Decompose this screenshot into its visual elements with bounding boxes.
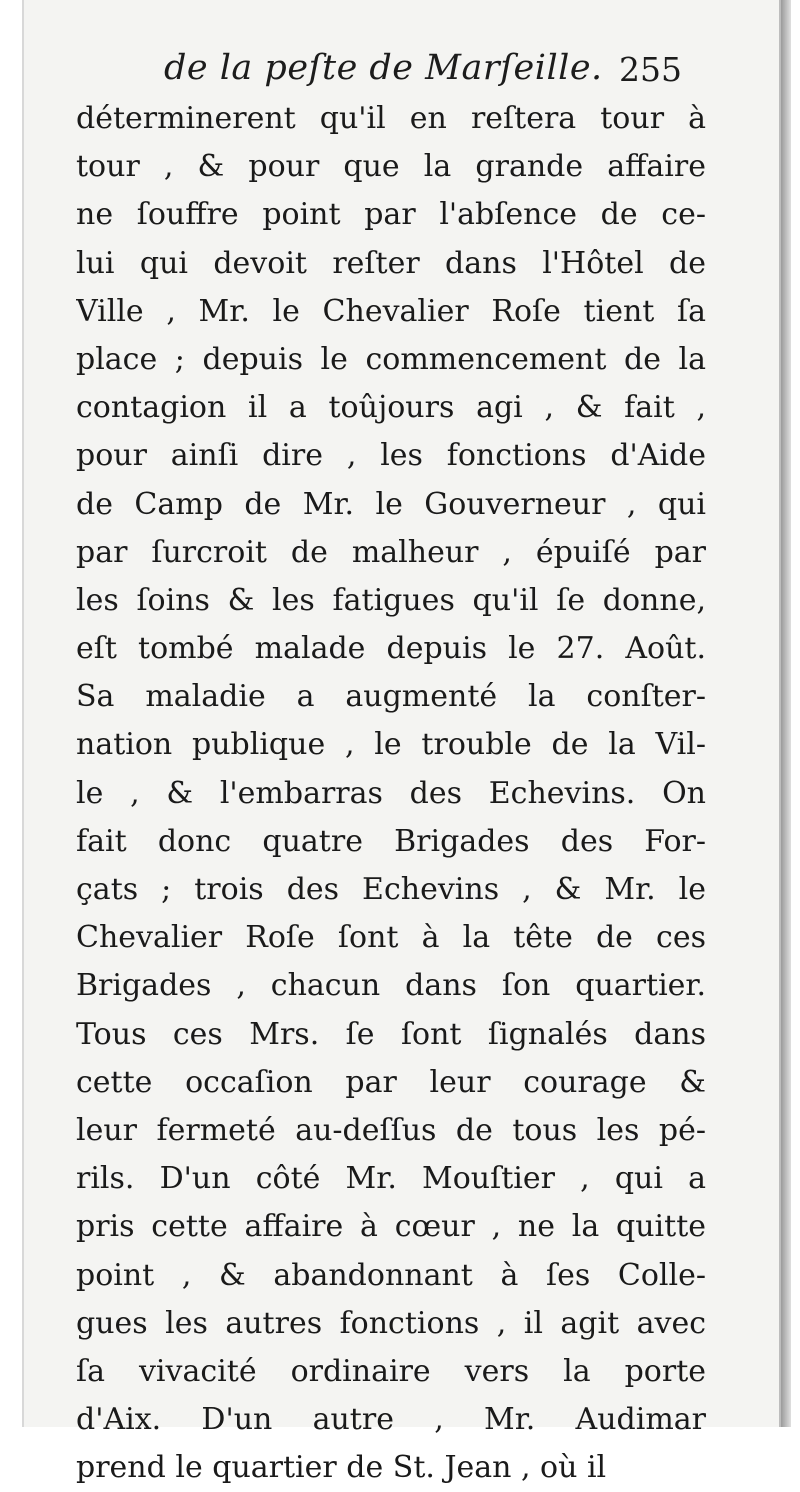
text-line: déterminerent qu'il en reſtera tour à xyxy=(76,101,706,136)
text-line: Chevalier Roſe ſont à la tête de ces xyxy=(76,920,706,956)
page-number: 255 xyxy=(619,50,682,89)
text-line: le , & l'embarras des Echevins. On xyxy=(76,775,706,811)
text-line: prend le quartier de St. Jean , où il xyxy=(76,1450,607,1486)
text-line: d'Aix. D'un autre , Mr. Audimar xyxy=(76,1402,706,1438)
body-text xyxy=(76,95,706,1492)
text-line: fait donc quatre Brigades des For- xyxy=(76,823,706,859)
text-line: rils. D'un côté Mr. Mouſtier , qui a xyxy=(76,1161,706,1197)
text-line: çats ; trois des Echevins , & Mr. le xyxy=(76,872,706,907)
text-line: pour ainſi dire , les fonctions d'Aide xyxy=(76,438,706,474)
text-line: place ; depuis le commencement de la xyxy=(76,341,706,377)
text-line: Tous ces Mrs. ſe ſont ſignalés dans xyxy=(76,1016,706,1052)
text-line: point , & abandonnant à ſes Colle- xyxy=(76,1257,706,1293)
text-line: gues les autres fonctions , il agit avec xyxy=(76,1305,706,1341)
text-line: par ſurcroit de malheur , épuiſé par xyxy=(76,534,706,570)
page-edge xyxy=(781,0,791,1427)
text-line: leur fermeté au-deſſus de tous les pé- xyxy=(76,1112,706,1148)
text-line: contagion il a toûjours agi , & fait , xyxy=(76,390,706,426)
text-line: eſt tombé malade depuis le 27. Août. xyxy=(76,631,706,667)
text-line: Sa maladie a augmenté la conſter- xyxy=(76,679,706,715)
text-line: cette occaſion par leur courage & xyxy=(76,1064,706,1100)
text-line: nation publique , le trouble de la Vil- xyxy=(76,727,706,763)
text-line: tour , & pour que la grande affaire xyxy=(76,149,706,185)
text-line: Ville , Mr. le Chevalier Roſe tient ſa xyxy=(76,293,706,329)
text-line: pris cette affaire à cœur , ne la quitte xyxy=(76,1209,706,1245)
text-line: les ſoins & les fatigues qu'il ſe donne, xyxy=(76,582,706,618)
running-title: de la peſte de Marſeille. xyxy=(164,48,603,88)
text-line: Brigades , chacun dans ſon quartier. xyxy=(76,968,706,1004)
text-line: ſa vivacité ordinaire vers la porte xyxy=(76,1353,706,1389)
text-line: de Camp de Mr. le Gouverneur , qui xyxy=(76,486,706,522)
text-line: lui qui devoit reſter dans l'Hôtel de xyxy=(76,245,706,281)
text-line: ne ſouffre point par l'abſence de ce- xyxy=(76,197,706,233)
book-page xyxy=(22,0,782,1486)
